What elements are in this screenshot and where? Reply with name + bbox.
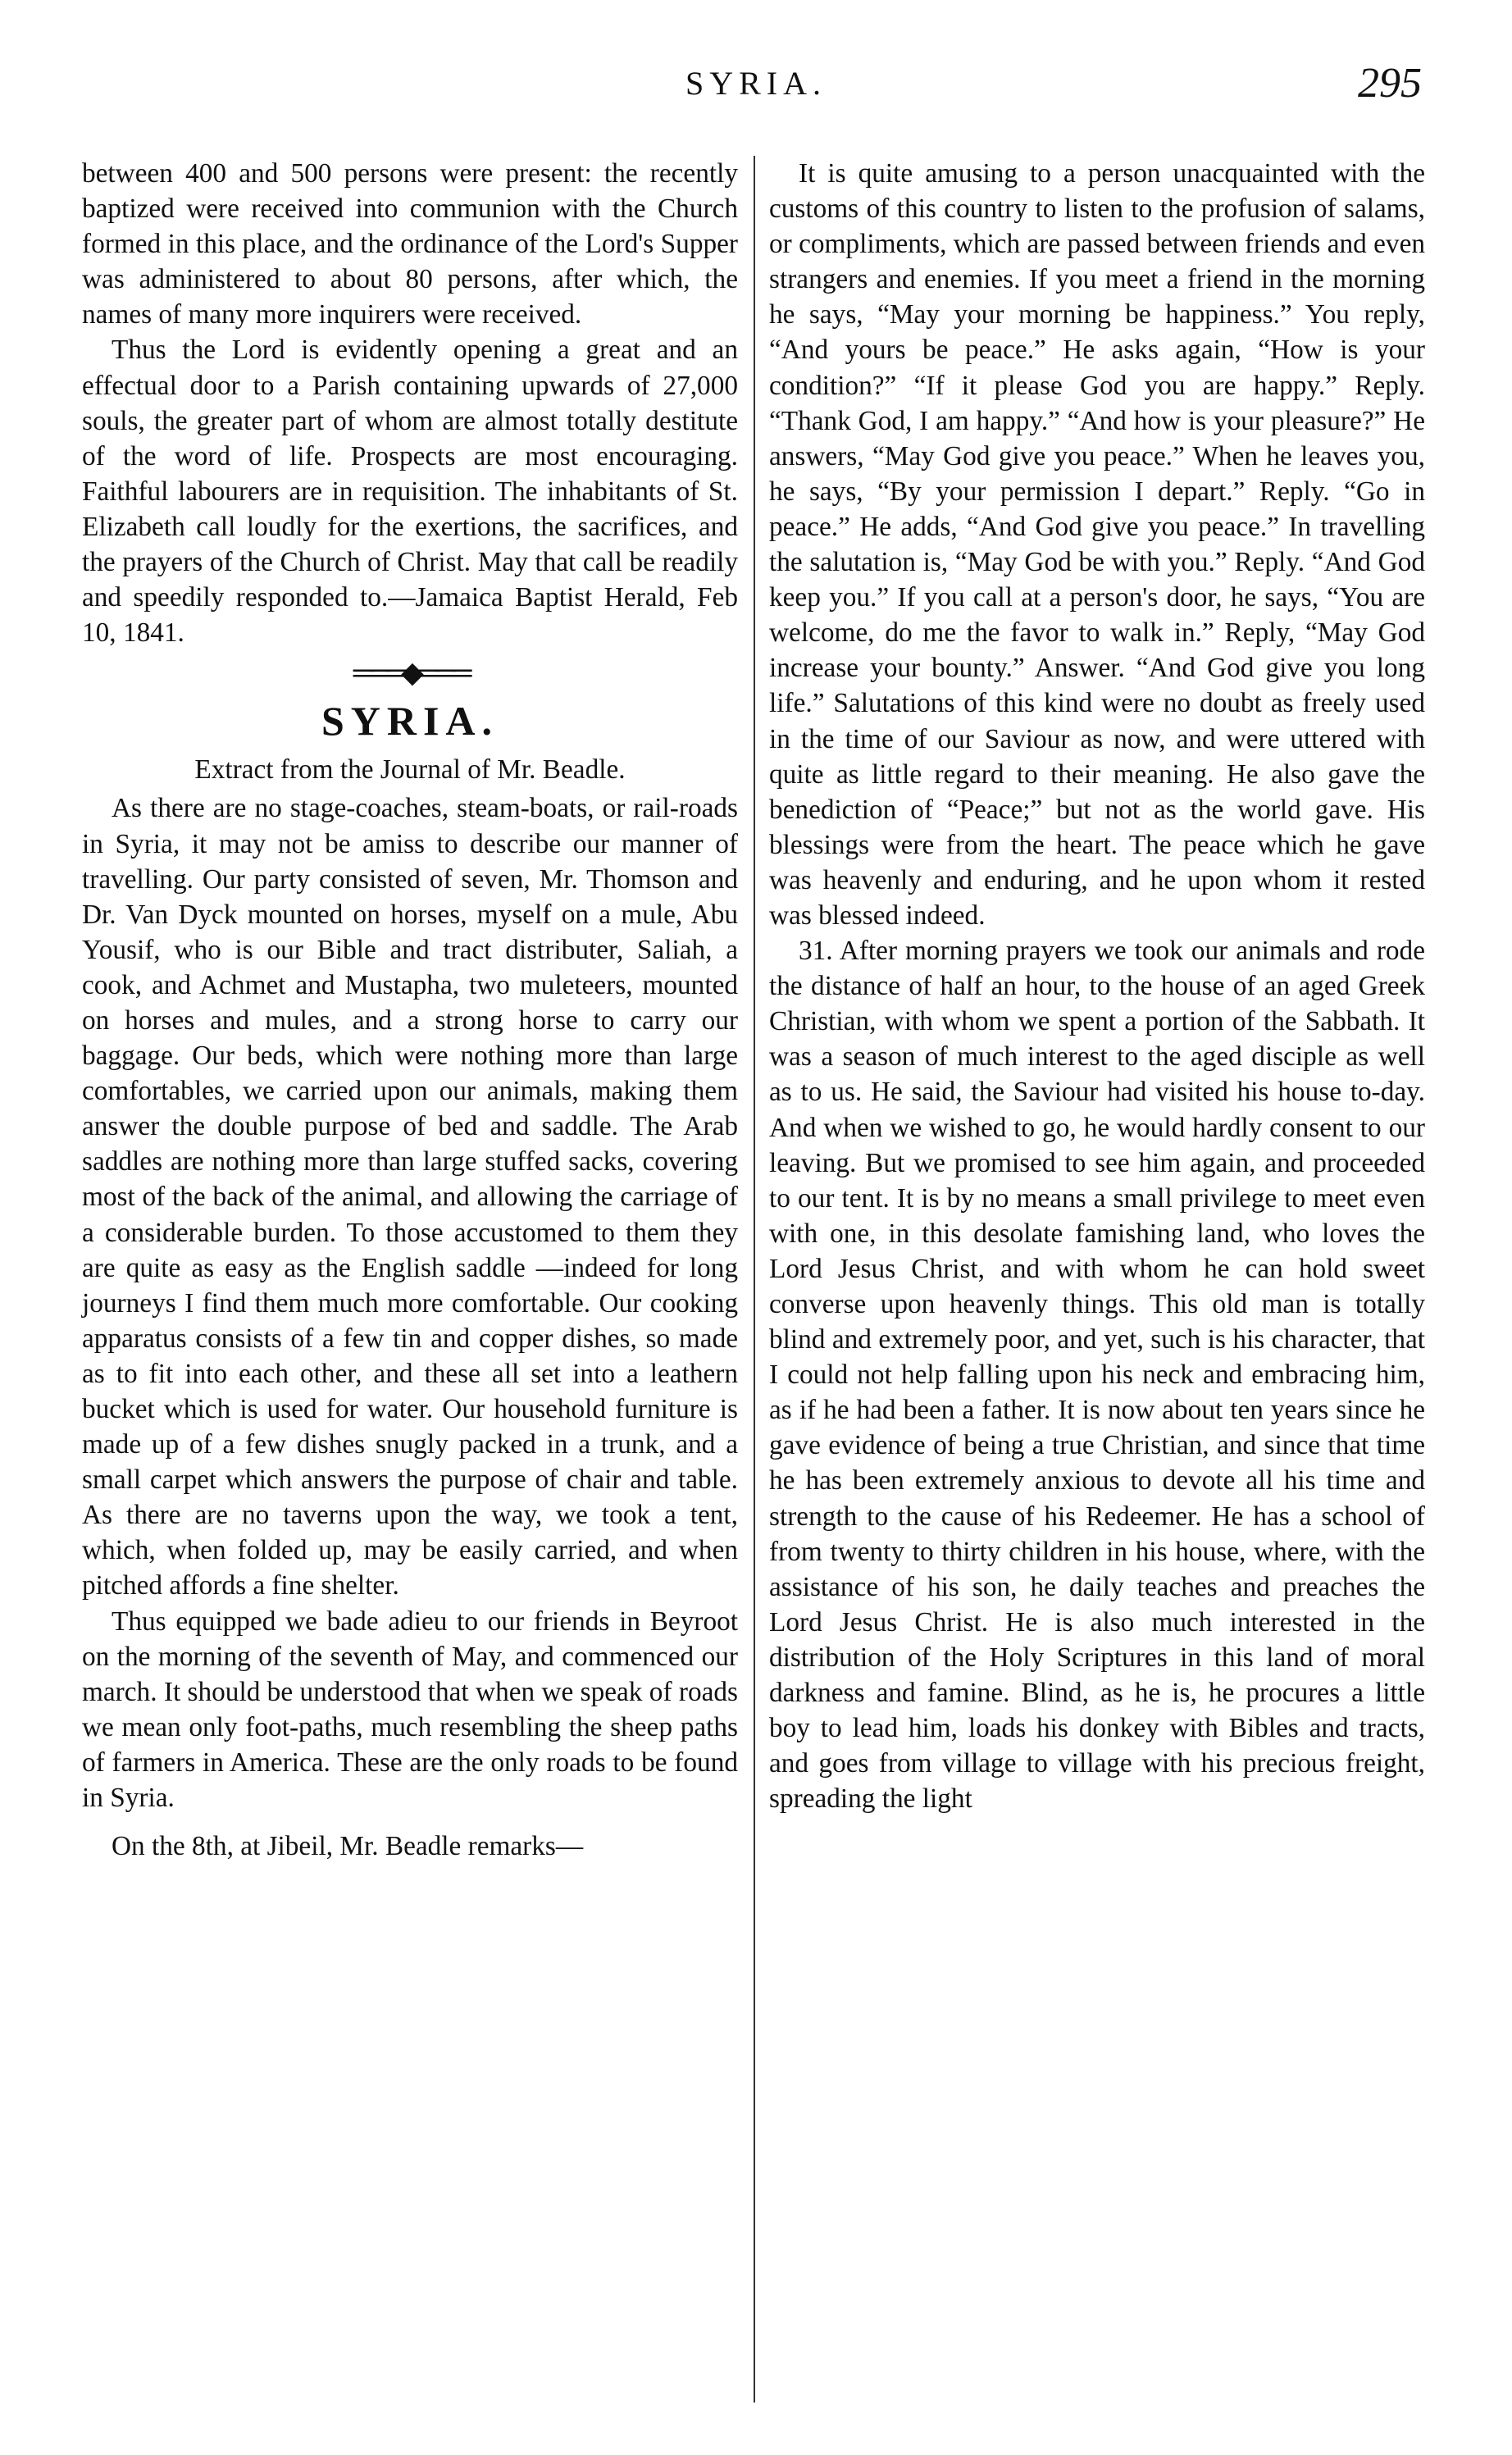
- paragraph: It is quite amusing to a person unacquainted with the customs of this country to listen to the profusion of salams, or compliments, which are passed between friends and even strangers and enemies. If you meet a friend in the morning he says, “May your morning be happiness.” You reply, “And yours be peace.” He asks again, “How is your condition?” “If it please God you are happy.” Reply. “Thank God, I am happy.” “And how is your pleasure?” He answers, “May God give you peace.” When he leaves you, he says, “By your permission I depart.” Reply. “Go in peace.” He adds, “And God give you peace.” In travelling the salutation is, “May God be with you.” Reply. “And God keep you.” If you call at a person's door, he says, “You are welcome, do me the favor to walk in.” Reply, “May God increase your bounty.” Answer. “And God give you long life.” Salutations of this kind were no doubt as freely used in the time of our Saviour as now, and were uttered with quite as little regard to their meaning. He also gave the benediction of “Peace;” but not as the world gave. His blessings were from the heart. The peace which he gave was heavenly and enduring, and he upon whom it rested was blessed indeed.: [769, 158, 1425, 931]
- paragraph: 31. After morning prayers we took our animals and rode the distance of half an hour, to the house of an aged Greek Christian, with whom we spent a portion of the Sabbath. It was a season of much interest to the aged disciple as well as to us. He said, the Saviour had visited his house to-day. And when we wished to go, he would hardly consent to our leaving. But we promised to see him again, and proceeded to our tent. It is by no means a small privilege to meet even with one, in this desolate famishing land, who loves the Lord Jesus Christ, and with whom he can hold sweet converse upon heavenly things. This old man is totally blind and extremely poor, and yet, such is his character, that I could not help falling upon his neck and embracing him, as if he had been a father. It is now about ten years since he gave evidence of being a true Christian, and since that time he has been extremely anxious to devote all his time and strength to the cause of his Redeemer. He has a school of from twenty to thirty children in his house, where, with the assistance of his son, he daily teaches and preaches the Lord Jesus Christ. He is also much interested in the distribution of the Holy Scriptures in this land of moral darkness and famine. Blind, as he is, he procures a little boy to lead him, loads his donkey with Bibles and tracts, and goes from village to village with his precious freight, spreading the light: [769, 936, 1425, 1815]
- right-column: [769, 156, 1425, 1816]
- paragraph: On the 8th, at Jibeil, Mr. Beadle remarks—: [112, 1831, 584, 1862]
- paragraph: As there are no stage-coaches, steam-boats, or rail-roads in Syria, it may not be amiss to describe our manner of travelling. Our party consisted of seven, Mr. Thomson and Dr. Van Dyck mounted on horses, myself on a mule, Abu Yousif, who is our Bible and tract distributer, Saliah, a cook, and Achmet and Mustapha, two muleteers, mounted on horses and mules, and a strong horse to carry our baggage. Our beds, which were nothing more than large comfortables, we carried upon our animals, making them answer the double purpose of bed and saddle. The Arab saddles are nothing more than large stuffed sacks, covering most of the back of the animal, and allowing the carriage of a considerable burden. To those accustomed to them they are quite as easy as the English saddle —indeed for long journeys I find them much more comfortable. Our cooking apparatus consists of a few tin and copper dishes, so made as to fit into each other, and these all set into a leathern bucket which is used for water. Our household furniture is made up of a few dishes snugly packed in a trunk, and a small carpet which answers the purpose of chair and table. As there are no taverns upon the way, we took a tent, which, when folded up, may be easily carried, and when pitched affords a fine shelter.: [82, 793, 738, 1601]
- section-heading: SYRIA.: [321, 698, 499, 745]
- paragraph: Thus the Lord is evidently opening a great and an effectual door to a Parish containing upwards of 27,000 souls, the greater part of whom are almost totally destitute of the word of life. Prospects are most encouraging. Faithful labourers are in requisition. The inhabitants of St. Elizabeth call loudly for the exertions, the sacrifices, and the prayers of the Church of Christ. May that call be readily and speedily responded to.—Jamaica Baptist Herald, Feb 10, 1841.: [82, 335, 738, 649]
- left-column: [82, 156, 738, 1864]
- paragraph: Thus equipped we bade adieu to our friends in Beyroot on the morning of the seventh of May, and commenced our march. It should be understood that when we speak of roads we mean only foot-paths, much resembling the sheep paths of farmers in America. These are the only roads to be found in Syria.: [82, 1606, 738, 1814]
- running-title: SYRIA.: [685, 65, 827, 102]
- spacer: [82, 1815, 738, 1829]
- section-divider-ornament: ═══◆═══: [353, 656, 467, 690]
- section-subheading: Extract from the Journal of Mr. Beadle.: [194, 754, 626, 786]
- column-divider: [754, 156, 755, 2403]
- paragraph: between 400 and 500 persons were present: the recently baptized were received into communion with the Church formed in this place, and the ordinance of the Lord's Supper was administered to about 80 persons, after which, the names of many more inquirers were received.: [82, 158, 738, 330]
- page-number: 295: [1358, 60, 1422, 107]
- running-head: [0, 60, 1512, 121]
